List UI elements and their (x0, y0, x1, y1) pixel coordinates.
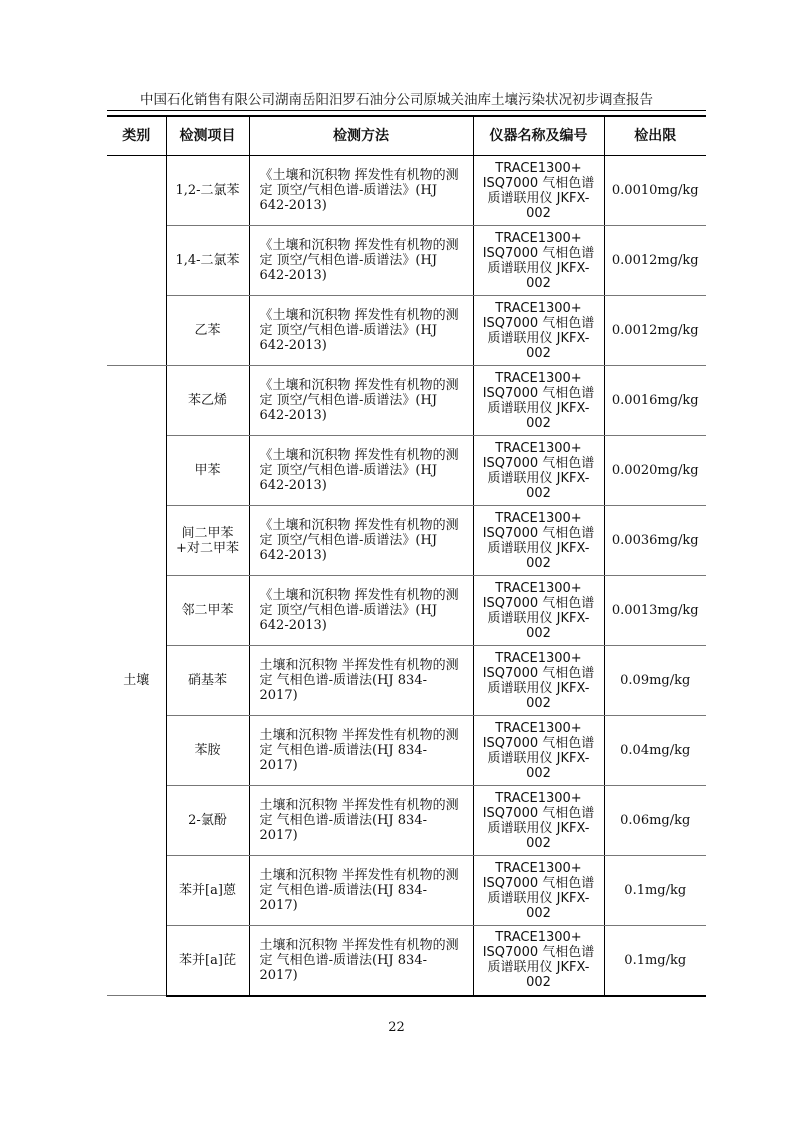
instrument-cell: TRACE1300+ ISQ7000 气相色谱质谱联用仪 JKFX-002 (473, 156, 604, 226)
limit-cell: 0.09mg/kg (604, 646, 706, 716)
limit-cell: 0.0016mg/kg (604, 366, 706, 436)
instrument-cell: TRACE1300+ ISQ7000 气相色谱质谱联用仪 JKFX-002 (473, 856, 604, 926)
table-row (107, 786, 706, 856)
method-cell: 《土壤和沉积物 挥发性有机物的测定 顶空/气相色谱-质谱法》(HJ 642-2013) (249, 366, 473, 436)
table-row (107, 366, 706, 436)
column-header-limit: 检出限 (604, 116, 706, 156)
header-divider (107, 110, 706, 111)
method-cell: 土壤和沉积物 半挥发性有机物的测定 气相色谱-质谱法(HJ 834-2017) (249, 786, 473, 856)
item-cell: 苯并[a]芘 (166, 926, 249, 996)
table-row (107, 296, 706, 366)
instrument-cell: TRACE1300+ ISQ7000 气相色谱质谱联用仪 JKFX-002 (473, 786, 604, 856)
limit-cell: 0.06mg/kg (604, 786, 706, 856)
limit-cell: 0.0012mg/kg (604, 226, 706, 296)
item-cell: 苯胺 (166, 716, 249, 786)
limit-cell: 0.0012mg/kg (604, 296, 706, 366)
category-cell (107, 156, 166, 366)
limit-cell: 0.1mg/kg (604, 926, 706, 996)
method-cell: 《土壤和沉积物 挥发性有机物的测定 顶空/气相色谱-质谱法》(HJ 642-2013) (249, 576, 473, 646)
item-cell: 间二甲苯+对二甲苯 (166, 506, 249, 576)
method-cell: 《土壤和沉积物 挥发性有机物的测定 顶空/气相色谱-质谱法》(HJ 642-2013) (249, 506, 473, 576)
table-header-row (107, 116, 706, 156)
page-header-title: 中国石化销售有限公司湖南岳阳汨罗石油分公司原城关油库土壤污染状况初步调查报告 (140, 92, 653, 108)
method-cell: 土壤和沉积物 半挥发性有机物的测定 气相色谱-质谱法(HJ 834-2017) (249, 716, 473, 786)
column-header-item: 检测项目 (166, 116, 249, 156)
column-header-method: 检测方法 (249, 116, 473, 156)
table-row (107, 156, 706, 226)
item-cell: 甲苯 (166, 436, 249, 506)
item-cell: 硝基苯 (166, 646, 249, 716)
instrument-cell: TRACE1300+ ISQ7000 气相色谱质谱联用仪 JKFX-002 (473, 436, 604, 506)
item-cell: 苯乙烯 (166, 366, 249, 436)
item-cell: 苯并[a]蒽 (166, 856, 249, 926)
instrument-cell: TRACE1300+ ISQ7000 气相色谱质谱联用仪 JKFX-002 (473, 716, 604, 786)
instrument-cell: TRACE1300+ ISQ7000 气相色谱质谱联用仪 JKFX-002 (473, 366, 604, 436)
limit-cell: 0.0013mg/kg (604, 576, 706, 646)
item-cell: 1,2-二氯苯 (166, 156, 249, 226)
instrument-cell: TRACE1300+ ISQ7000 气相色谱质谱联用仪 JKFX-002 (473, 506, 604, 576)
item-cell: 1,4-二氯苯 (166, 226, 249, 296)
column-header-category: 类别 (107, 116, 166, 156)
item-cell: 乙苯 (166, 296, 249, 366)
limit-cell: 0.04mg/kg (604, 716, 706, 786)
detection-methods-table (107, 115, 706, 997)
table-row (107, 436, 706, 506)
table-row (107, 506, 706, 576)
item-cell: 2-氯酚 (166, 786, 249, 856)
item-cell: 邻二甲苯 (166, 576, 249, 646)
instrument-cell: TRACE1300+ ISQ7000 气相色谱质谱联用仪 JKFX-002 (473, 296, 604, 366)
table-row (107, 856, 706, 926)
method-cell: 《土壤和沉积物 挥发性有机物的测定 顶空/气相色谱-质谱法》(HJ 642-2013) (249, 296, 473, 366)
category-cell: 土壤 (107, 366, 166, 996)
instrument-cell: TRACE1300+ ISQ7000 气相色谱质谱联用仪 JKFX-002 (473, 926, 604, 996)
page-number: 22 (388, 1020, 405, 1035)
instrument-cell: TRACE1300+ ISQ7000 气相色谱质谱联用仪 JKFX-002 (473, 226, 604, 296)
instrument-cell: TRACE1300+ ISQ7000 气相色谱质谱联用仪 JKFX-002 (473, 576, 604, 646)
method-cell: 《土壤和沉积物 挥发性有机物的测定 顶空/气相色谱-质谱法》(HJ 642-2013) (249, 436, 473, 506)
column-header-instrument: 仪器名称及编号 (473, 116, 604, 156)
method-cell: 土壤和沉积物 半挥发性有机物的测定 气相色谱-质谱法(HJ 834-2017) (249, 856, 473, 926)
table-row (107, 716, 706, 786)
limit-cell: 0.1mg/kg (604, 856, 706, 926)
method-cell: 《土壤和沉积物 挥发性有机物的测定 顶空/气相色谱-质谱法》(HJ 642-2013) (249, 156, 473, 226)
instrument-cell: TRACE1300+ ISQ7000 气相色谱质谱联用仪 JKFX-002 (473, 646, 604, 716)
table-row (107, 226, 706, 296)
method-cell: 《土壤和沉积物 挥发性有机物的测定 顶空/气相色谱-质谱法》(HJ 642-2013) (249, 226, 473, 296)
table-row (107, 576, 706, 646)
table-row (107, 646, 706, 716)
limit-cell: 0.0020mg/kg (604, 436, 706, 506)
method-cell: 土壤和沉积物 半挥发性有机物的测定 气相色谱-质谱法(HJ 834-2017) (249, 926, 473, 996)
method-cell: 土壤和沉积物 半挥发性有机物的测定 气相色谱-质谱法(HJ 834-2017) (249, 646, 473, 716)
limit-cell: 0.0036mg/kg (604, 506, 706, 576)
limit-cell: 0.0010mg/kg (604, 156, 706, 226)
table-row (107, 926, 706, 996)
